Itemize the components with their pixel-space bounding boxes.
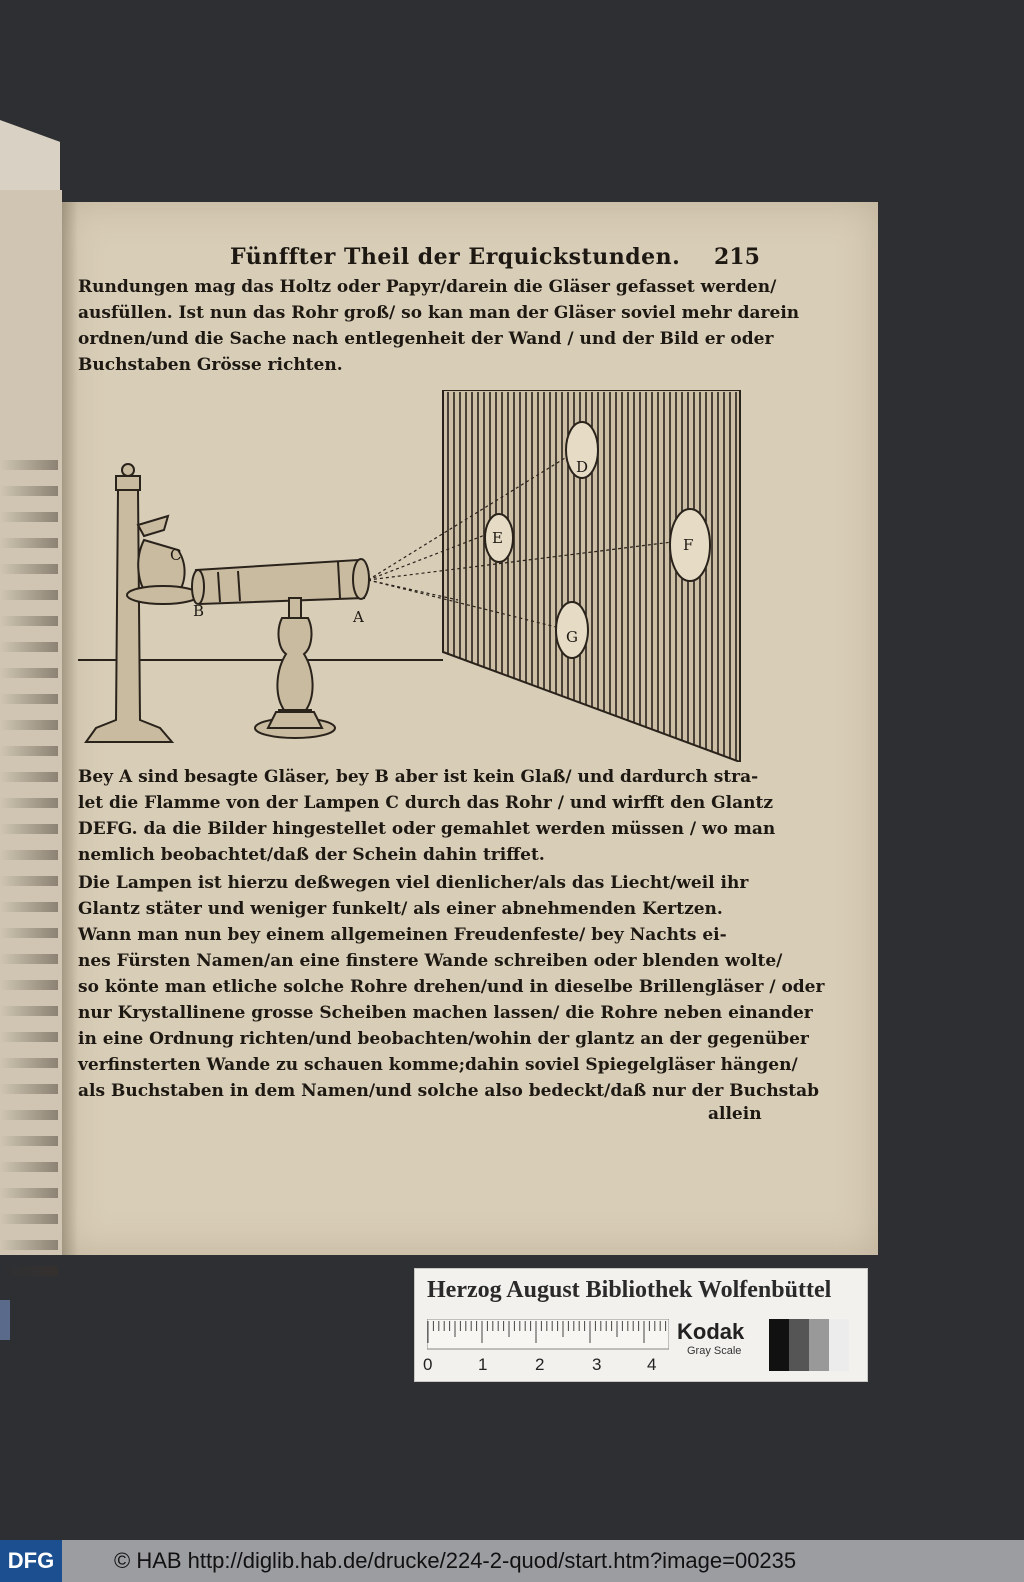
text-line: nemlich beobachtet/daß der Schein dahin triffet.	[78, 845, 545, 865]
footer-bar	[0, 1540, 1024, 1582]
running-header: Fünffter Theil der Erquickstunden.	[230, 244, 681, 270]
library-color-card	[414, 1268, 868, 1382]
text-line: ausfüllen. Ist nun das Rohr groß/ so kan man der Gläser soviel mehr darein	[78, 303, 800, 323]
kodak-logo: Kodak	[677, 1319, 745, 1344]
catchword: allein	[708, 1104, 762, 1124]
page-tab-marker	[0, 1300, 10, 1340]
text-line: Die Lampen ist hierzu deßwegen viel dienlicher/als das Liecht/weil ihr	[78, 873, 749, 893]
text-line: let die Flamme von der Lampen C durch das Rohr / und wirfft den Glantz	[78, 793, 774, 813]
swatch-dark-gray	[789, 1319, 809, 1371]
text-line: ordnen/und die Sache nach entlegenheit der Wand / und der Bild er oder	[78, 329, 774, 349]
text-line: in eine Ordnung richten/und beobachten/wohin der glantz an der gegenüber	[78, 1029, 809, 1049]
text-line: Bey A sind besagte Gläser, bey B aber ist kein Glaß/ und dardurch stra-	[78, 767, 759, 787]
lamp-stand	[86, 464, 199, 742]
gray-scale-label: Gray Scale	[687, 1345, 742, 1357]
book-page	[62, 202, 878, 1255]
previous-page	[0, 190, 62, 1255]
paragraph-4	[78, 922, 824, 1104]
ruler-number: 2	[535, 1355, 545, 1374]
ruler-number: 1	[478, 1355, 488, 1374]
swatch-white	[829, 1319, 849, 1371]
text-line: Buchstaben Grösse richten.	[78, 355, 343, 375]
text-line: Glantz stäter und weniger funkelt/ als einer abnehmenden Kertzen.	[78, 899, 723, 919]
dfg-logo: DFG	[0, 1540, 62, 1582]
label-g: G	[566, 628, 578, 646]
page-gutter	[62, 202, 78, 1255]
text-line: nes Fürsten Namen/an eine finstere Wande schreiben oder blenden wolte/	[78, 951, 783, 971]
ruler	[427, 1319, 669, 1359]
text-line: nur Krystallinene grosse Scheiben machen lassen/ die Rohre neben einander	[78, 1003, 813, 1023]
paragraph-2	[78, 764, 775, 868]
paragraph-1	[78, 274, 799, 378]
ruler-number: 0	[423, 1355, 433, 1374]
projection-tube	[192, 559, 369, 604]
text-line: DEFG. da die Bilder hingestellet oder gemahlet werden müssen / wo man	[78, 819, 776, 839]
gray-swatches	[769, 1319, 849, 1371]
tube-stand	[255, 598, 335, 738]
paragraph-3	[78, 870, 748, 922]
swatch-gray	[809, 1319, 829, 1371]
previous-page-text	[0, 460, 58, 1292]
copyright-credit: © HAB http://diglib.hab.de/drucke/224-2-quod/start.htm?image=00235	[114, 1548, 797, 1573]
page-number: 215	[714, 244, 760, 270]
label-a: A	[353, 608, 364, 626]
library-name: Herzog August Bibliothek Wolfenbüttel	[427, 1277, 832, 1303]
label-f: F	[683, 536, 694, 554]
label-b: B	[193, 602, 205, 620]
label-d: D	[576, 458, 589, 476]
ruler-number: 3	[592, 1355, 602, 1374]
text-line: Rundungen mag das Holtz oder Papyr/darein die Gläser gefasset werden/	[78, 277, 777, 297]
text-line: verfinsterten Wande zu schauen komme;dahin soviel Spiegelgläser hängen/	[78, 1055, 798, 1075]
text-line: so könte man etliche solche Rohre drehen/und in dieselbe Brillengläser / oder	[78, 977, 825, 997]
text-line: Wann man nun bey einem allgemeinen Freudenfeste/ bey Nachts ei-	[78, 925, 727, 945]
label-e: E	[492, 529, 503, 547]
woodcut-illustration	[78, 390, 778, 762]
ruler-number: 4	[647, 1355, 657, 1374]
label-c: C	[170, 546, 182, 564]
text-line: als Buchstaben in dem Namen/und solche also bedeckt/daß nur der Buchstab	[78, 1081, 820, 1101]
swatch-black	[769, 1319, 789, 1371]
